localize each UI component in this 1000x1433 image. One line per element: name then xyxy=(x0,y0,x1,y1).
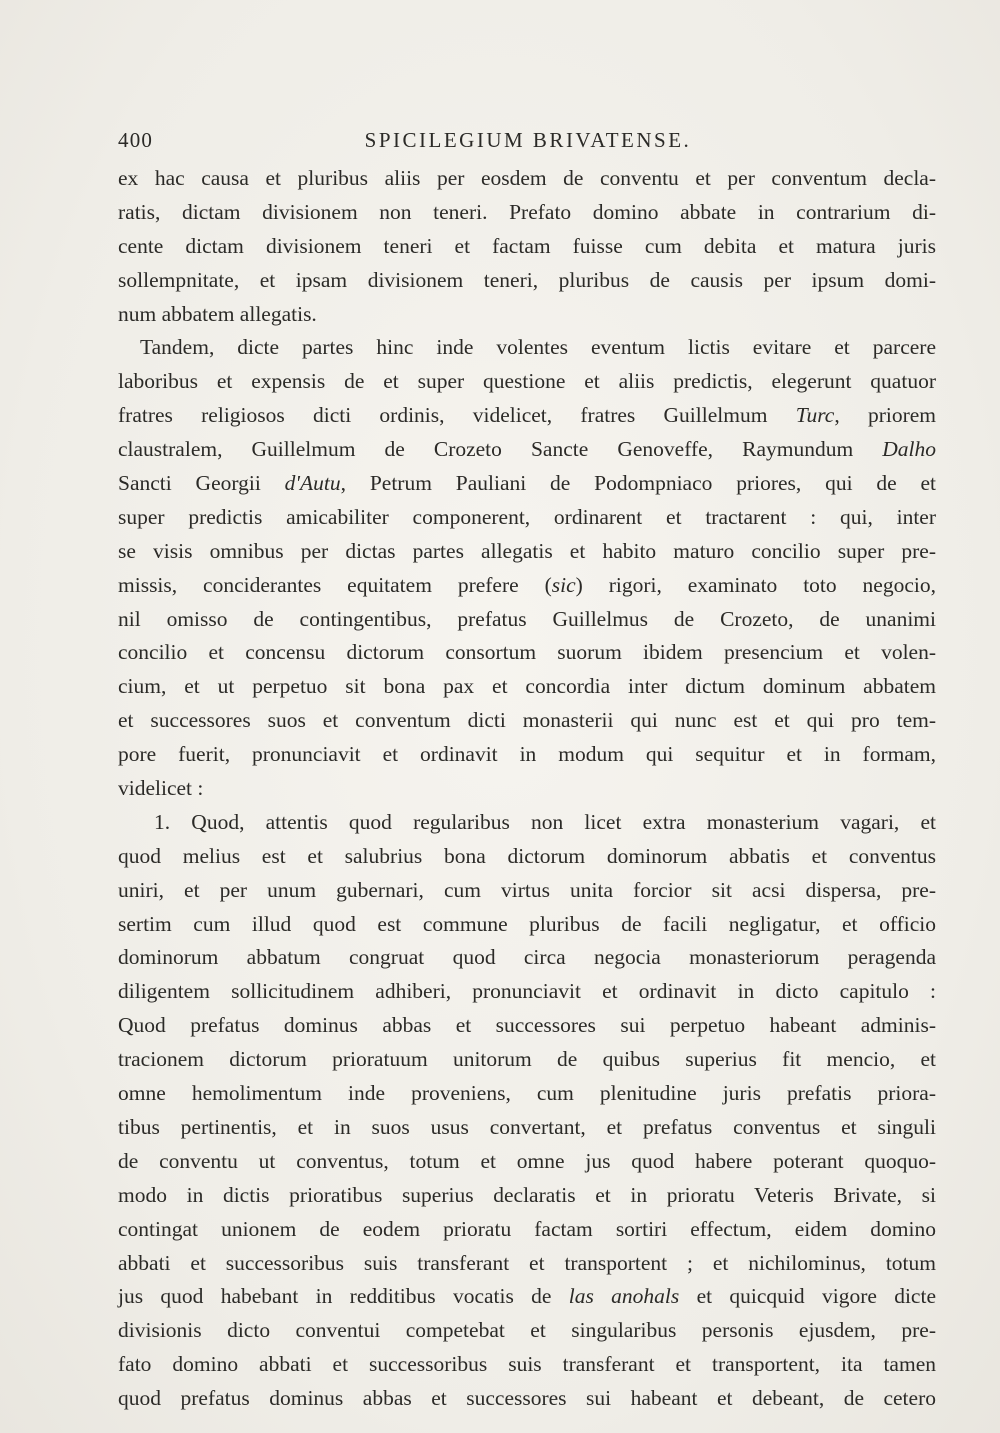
page-number: 400 xyxy=(118,128,154,152)
text-line: num abbatem allegatis. xyxy=(118,301,317,326)
text-line: contingat unionem de eodem prioratu factam sortiri effectum, eidem domino xyxy=(118,1216,936,1241)
text-line: nil omisso de contingentibus, prefatus Guillelmus de Crozeto, de unanimi xyxy=(118,606,936,631)
text-line: diligentem sollicitudinem adhiberi, pronunciavit et ordinavit in dicto capitulo : xyxy=(118,979,936,1004)
text-line: abbati et successoribus suis transferant et transportent ; et nichilominus, totum xyxy=(118,1250,936,1275)
text-line: cium, et ut perpetuo sit bona pax et concordia inter dictum dominum abbatem xyxy=(118,674,936,699)
page-title: SPICILEGIUM BRIVATENSE. xyxy=(364,128,692,152)
text-line: quod melius est et salubrius bona dictorum dominorum abbatis et conventus xyxy=(118,843,936,868)
text-line: fato domino abbati et successoribus suis transferant et transportent, ita tamen xyxy=(118,1352,936,1377)
text-line: sertim cum illud quod est commune pluribus de facili negligatur, et officio xyxy=(118,911,936,936)
italic-name: d'Autu xyxy=(284,471,341,496)
text-line: sollempnitate, et ipsam divisionem teneri, pluribus de causis per ipsum domi- xyxy=(118,267,936,292)
text-line: ratis, dictam divisionem non teneri. Prefato domino abbate in contrarium di- xyxy=(118,199,936,224)
text-line: missis, conciderantes equitatem prefere (sic) rigori, examinato toto negocio, xyxy=(118,572,936,597)
text-line: modo in dictis prioratibus superius declaratis et in prioratu Veteris Brivate, si xyxy=(118,1182,936,1207)
running-head xyxy=(118,128,938,164)
paragraph-first-line: Tandem, dicte partes hinc inde volentes eventum lictis evitare et parcere xyxy=(140,335,936,360)
text-line: divisionis dicto conventui competebat et singularibus personis ejusdem, pre- xyxy=(118,1318,936,1343)
text-line: cente dictam divisionem teneri et factam fuisse cum debita et matura juris xyxy=(118,233,936,258)
text-line: omne hemolimentum inde proveniens, cum plenitudine juris prefatis priora- xyxy=(118,1081,936,1106)
text-line: uniri, et per unum gubernari, cum virtus unita forcior sit acsi dispersa, pre- xyxy=(118,877,936,902)
text-line: Quod prefatus dominus abbas et successores sui perpetuo habeant adminis- xyxy=(118,1013,936,1038)
text-line: ex hac causa et pluribus aliis per eosdem de conventu et per conventum decla- xyxy=(118,166,936,190)
text-line: de conventu ut conventus, totum et omne jus quod habere poterant quoquo- xyxy=(118,1148,936,1173)
italic-name: Turc xyxy=(795,403,835,428)
italic-name: Dalho xyxy=(882,437,936,462)
italic-sic: sic xyxy=(551,572,576,597)
text-line: super predictis amicabiliter componerent, ordinarent et tractarent : qui, inter xyxy=(118,504,936,529)
text-line: concilio et concensu dictorum consortum suorum ibidem presencium et volen- xyxy=(118,640,936,665)
text-line: quod prefatus dominus abbas et successores sui habeant et debeant, de cetero xyxy=(118,1386,936,1411)
text-line: dominorum abbatum congruat quod circa negocia monasteriorum peragenda xyxy=(118,945,936,970)
body-text xyxy=(118,162,936,1416)
text-line: et successores suos et conventum dicti monasterii qui nunc est et qui pro tem- xyxy=(118,708,936,733)
text-line: videlicet : xyxy=(118,776,204,801)
text-line: tibus pertinentis, et in suos usus convertant, et prefatus conventus et singuli xyxy=(118,1114,936,1139)
italic-term: las anohals xyxy=(568,1284,680,1309)
text-line: laboribus et expensis de et super questione et aliis predictis, elegerunt quatuor xyxy=(118,369,936,394)
text-line: fratres religiosos dicti ordinis, videlicet, fratres Guillelmum Turc, priorem xyxy=(118,403,936,428)
text-line: se visis omnibus per dictas partes allegatis et habito maturo concilio super pre- xyxy=(118,538,936,563)
numbered-paragraph-first-line: 1. Quod, attentis quod regularibus non licet extra monasterium vagari, et xyxy=(154,809,936,834)
text-line: Sancti Georgii d'Autu, Petrum Pauliani de Podompniaco priores, qui de et xyxy=(118,471,937,496)
text-line: tracionem dictorum prioratuum unitorum de quibus superius fit mencio, et xyxy=(118,1047,936,1072)
text-line: pore fuerit, pronunciavit et ordinavit in modum qui sequitur et in formam, xyxy=(118,742,936,767)
text-line: jus quod habebant in redditibus vocatis de las anohals et quicquid vigore dicte xyxy=(118,1284,936,1309)
text-line: claustralem, Guillelmum de Crozeto Sancte Genoveffe, Raymundum Dalho xyxy=(118,437,936,462)
